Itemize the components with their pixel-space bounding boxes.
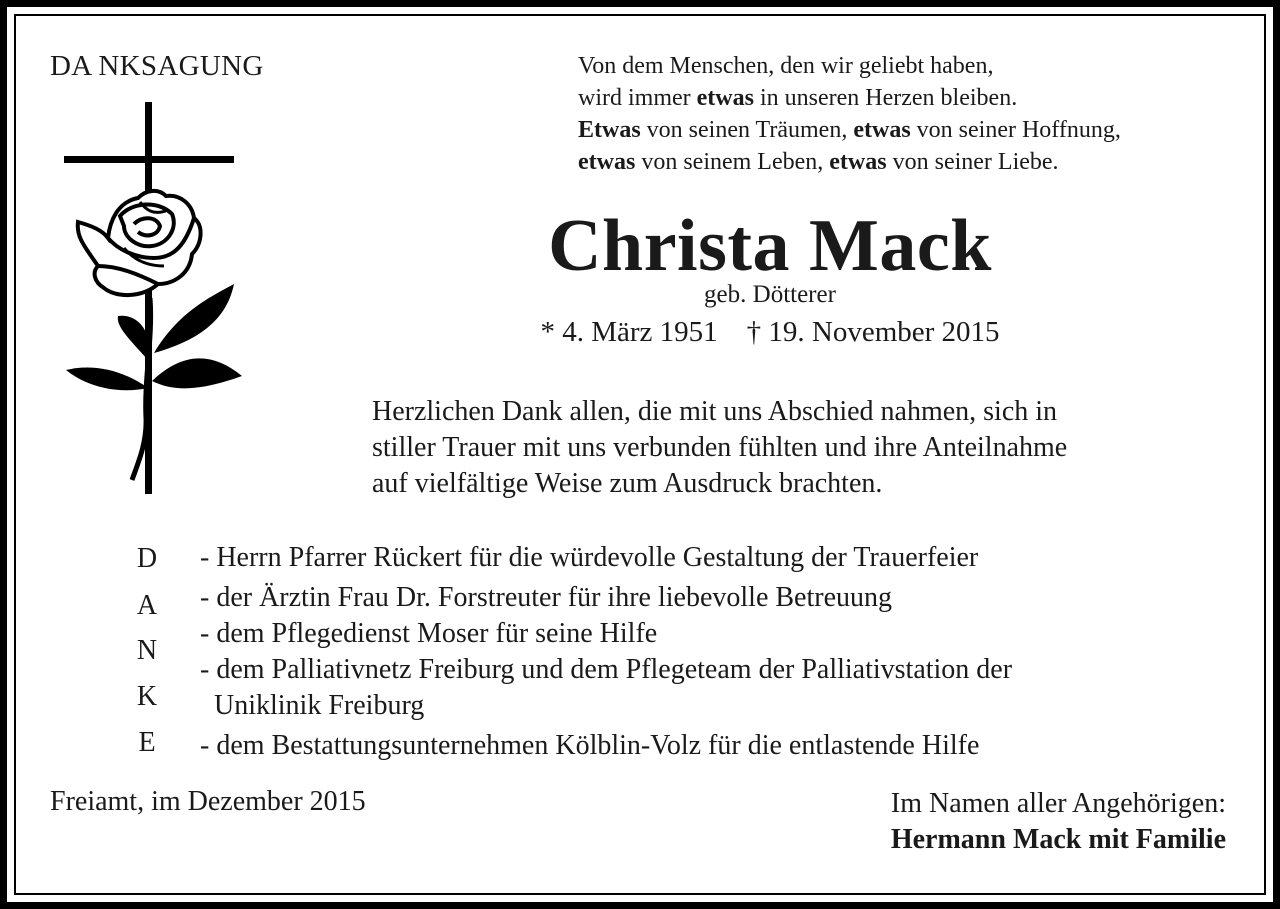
- thanks-paragraph-line: auf vielfältige Weise zum Ausdruck brachten.: [372, 468, 883, 499]
- thanks-list-item: Uniklinik Freiburg: [200, 690, 425, 721]
- signoff-intro: Im Namen aller Angehörigen:: [890, 788, 1226, 819]
- poem-line: [578, 146, 1121, 178]
- poem-line: [578, 82, 1121, 114]
- thanks-list-item: - dem Bestattungsunternehmen Kölblin-Volz für die entlastende Hilfe: [200, 730, 980, 761]
- thanks-list-item: - dem Pflegedienst Moser für seine Hilfe: [200, 618, 658, 649]
- thanks-paragraph: [372, 394, 1067, 502]
- thanks-list-item: - der Ärztin Frau Dr. Forstreuter für ihre liebevolle Betreuung: [200, 582, 893, 613]
- poem-line: [578, 114, 1121, 146]
- poem-text: Von dem Menschen, den wir geliebt haben,: [578, 53, 994, 79]
- poem-text: von seiner Hoffnung,: [910, 117, 1121, 143]
- poem-text: von seinen Träumen,: [640, 117, 854, 143]
- poem-emphasis: etwas: [853, 117, 911, 143]
- signoff: [891, 786, 1226, 858]
- thanks-list-item: - Herrn Pfarrer Rückert für die würdevolle Gestaltung der Trauerfeier: [200, 542, 979, 573]
- thanks-list-item: - dem Palliativnetz Freiburg und dem Pflegeteam der Palliativstation der: [200, 654, 1013, 685]
- poem-text: von seiner Liebe.: [886, 149, 1059, 175]
- danke-letter: K: [136, 681, 158, 712]
- danke-letter: E: [138, 727, 156, 758]
- danke-letter: D: [136, 543, 158, 574]
- place-and-date: Freiamt, im Dezember 2015: [50, 786, 366, 817]
- danke-letter: N: [136, 635, 158, 666]
- poem-emphasis: etwas: [696, 85, 754, 111]
- poem-emphasis: etwas: [578, 149, 636, 175]
- memorial-poem: [578, 50, 1121, 178]
- deceased-name: Christa Mack: [548, 205, 992, 287]
- poem-emphasis: Etwas: [578, 117, 641, 143]
- poem-text: wird immer: [578, 85, 697, 111]
- life-dates: * 4. März 1951 † 19. November 2015: [540, 316, 1000, 348]
- poem-text: in unseren Herzen bleiben.: [753, 85, 1018, 111]
- poem-line: [578, 50, 1121, 82]
- thanks-paragraph-line: Herzlichen Dank allen, die mit uns Abschied nahmen, sich in: [372, 396, 1058, 427]
- signoff-family: Hermann Mack mit Familie: [890, 824, 1226, 855]
- notice-heading: DA NKSAGUNG: [50, 50, 264, 82]
- danke-letter: A: [136, 590, 158, 621]
- thanks-paragraph-line: stiller Trauer mit uns verbunden fühlten und ihre Anteilnahme: [372, 432, 1068, 463]
- poem-text: von seinem Leben,: [635, 149, 830, 175]
- maiden-name: geb. Dötterer: [704, 281, 836, 308]
- cross-with-rose-icon: [58, 98, 244, 503]
- poem-emphasis: etwas: [829, 149, 887, 175]
